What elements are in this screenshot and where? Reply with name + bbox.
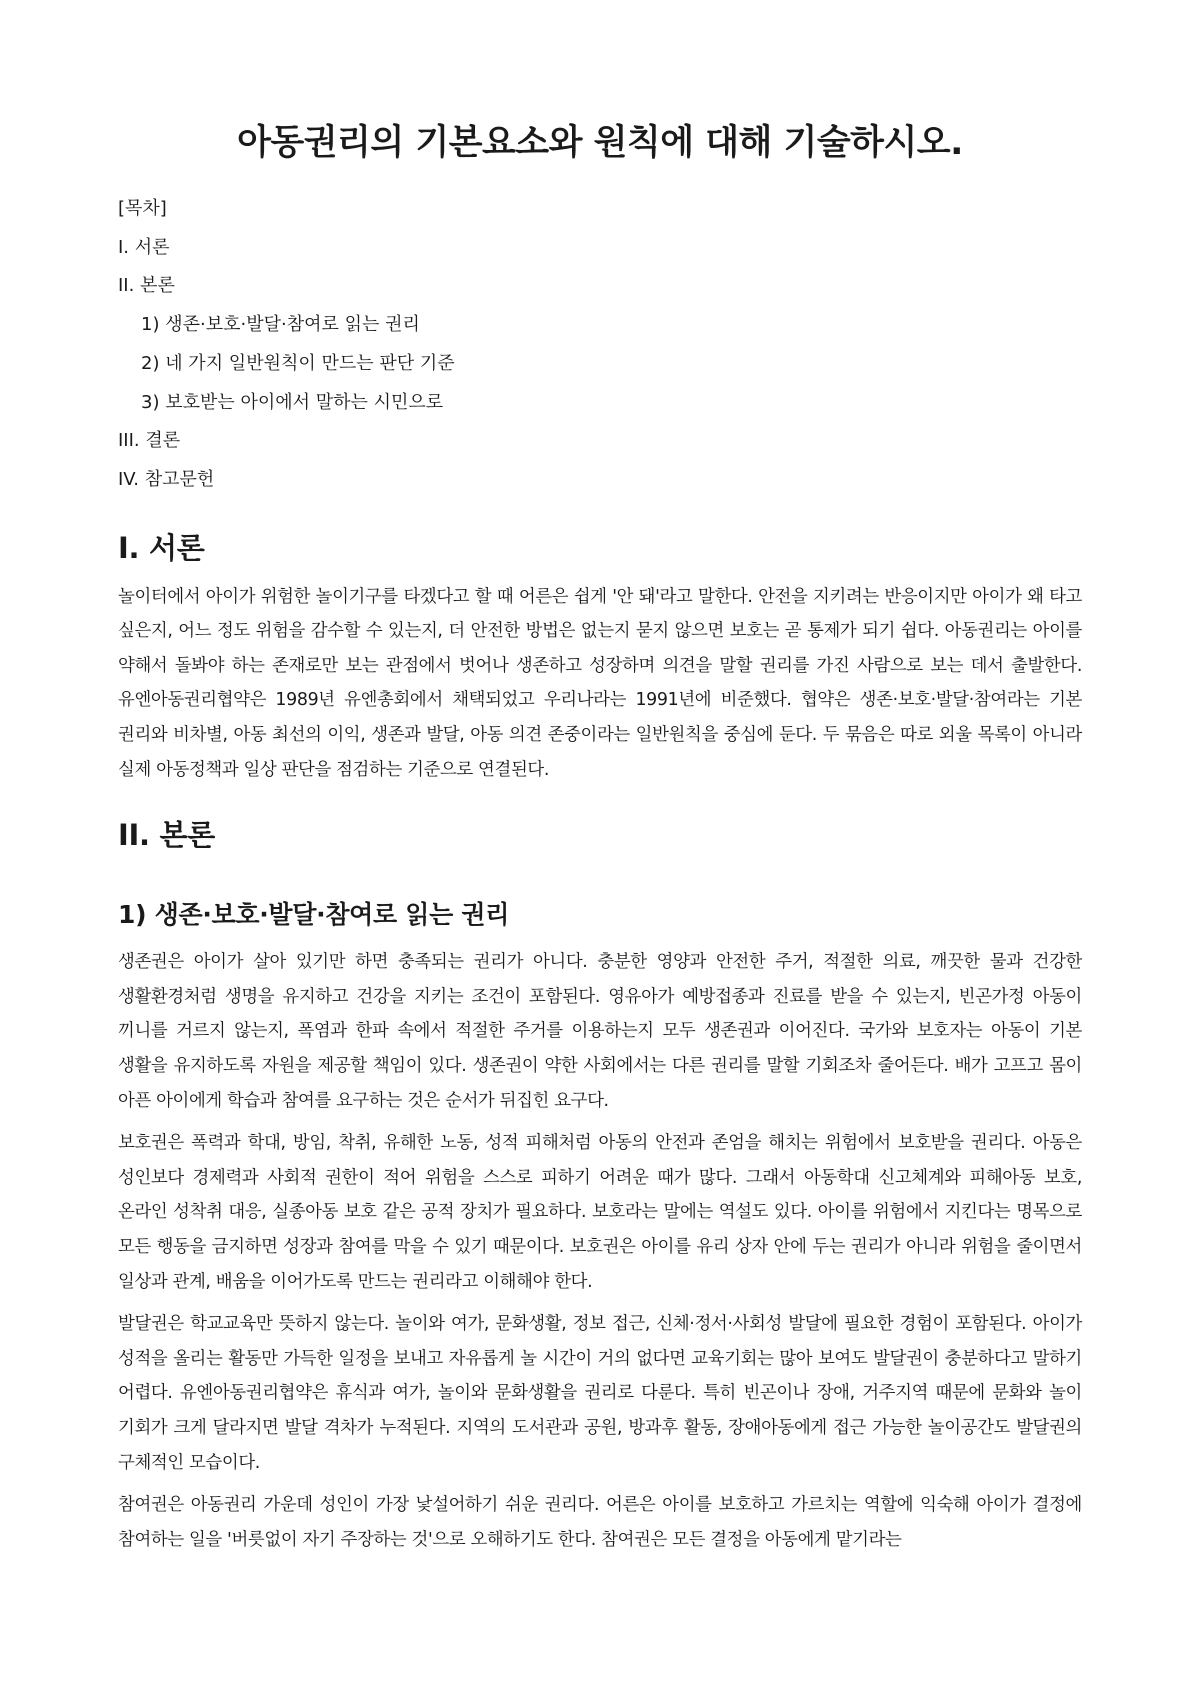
intro-paragraph: 놀이터에서 아이가 위험한 놀이기구를 타겠다고 할 때 어른은 쉽게 '안 돼'라고 말한다. 안전을 지키려는 반응이지만 아이가 왜 타고 싶은지, 어느 정도 위험을 감수할 수 있는지, 더 안전한 방법은 없는지 묻지 않으면 보호는 곧 통제가 되기 쉽다. 아동권리는 아이를 약해서 돌봐야 하는 존재로만 보는 관점에서 벗어나 생존하고 성장하며 의견을 말할 권리를 가진 사람으로 보는 데서 출발한다. 유엔아동권리협약은 1989년 유엔총회에서 채택되었고 우리나라는 1991년에 비준했다. 협약은 생존·보호·발달·참여라는 기본 권리와 비차별, 아동 최선의 이익, 생존과 발달, 아동 의견 존중이라는 일반원칙을 중심에 둔다. 두 묶음은 따로 외울 목록이 아니라 실제 아동정책과 일상 판단을 점검하는 기준으로 연결된다.	[118, 586, 1082, 780]
main-heading: II. 본론	[118, 818, 215, 853]
protection-rights-paragraph: 보호권은 폭력과 학대, 방임, 착취, 유해한 노동, 성적 피해처럼 아동의 안전과 존엄을 해치는 위험에서 보호받을 권리다. 아동은 성인보다 경제력과 사회적 권한이 적어 위험을 스스로 피하기 어려운 때가 많다. 그래서 아동학대 신고체계와 피해아동 보호, 온라인 성착취 대응, 실종아동 보호 같은 공적 장치가 필요하다. 보호라는 말에는 역설도 있다. 아이를 위험에서 지킨다는 명목으로 모든 행동을 금지하면 성장과 참여를 막을 수 있기 때문이다. 보호권은 아이를 유리 상자 안에 두는 권리가 아니라 위험을 줄이면서 일상과 관계, 배움을 이어가도록 만드는 권리라고 이해해야 한다.	[118, 1133, 1082, 1292]
toc-item-intro: I. 서론	[118, 236, 170, 258]
toc-label: [목차]	[118, 198, 167, 219]
development-rights-paragraph: 발달권은 학교교육만 뜻하지 않는다. 놀이와 여가, 문화생활, 정보 접근, 신체·정서·사회성 발달에 필요한 경험이 포함된다. 아이가 성적을 올리는 활동만 가득한 일정을 보내고 자유롭게 놀 시간이 거의 없다면 교육기회는 많아 보여도 발달권이 충분하다고 말하기 어렵다. 유엔아동권리협약은 휴식과 여가, 놀이와 문화생활을 권리로 다룬다. 특히 빈곤이나 장애, 거주지역 때문에 문화와 놀이 기회가 크게 달라지면 발달 격차가 누적된다. 지역의 도서관과 공원, 방과후 활동, 장애아동에게 접근 가능한 놀이공간도 발달권의 구체적인 모습이다.	[118, 1314, 1082, 1473]
toc-item-references: IV. 참고문헌	[118, 468, 215, 490]
participation-rights-paragraph: 참여권은 아동권리 가운데 성인이 가장 낯설어하기 쉬운 권리다. 어른은 아이를 보호하고 가르치는 역할에 익숙해 아이가 결정에 참여하는 일을 '버릇없이 자기 주장하는 것'으로 오해하기도 한다. 참여권은 모든 결정을 아동에게 맡기라는	[118, 1495, 1082, 1550]
toc-item-main: II. 본론	[118, 275, 175, 297]
table-of-contents	[118, 190, 1082, 500]
toc-item-sub1: 1) 생존·보호·발달·참여로 읽는 권리	[141, 314, 420, 336]
toc-item-sub2: 2) 네 가지 일반원칙이 만드는 판단 기준	[141, 352, 455, 374]
survival-rights-paragraph: 생존권은 아이가 살아 있기만 하면 충족되는 권리가 아니다. 충분한 영양과 안전한 주거, 적절한 의료, 깨끗한 물과 건강한 생활환경처럼 생명을 유지하고 건강을 지키는 조건이 포함된다. 영유아가 예방접종과 진료를 받을 수 있는지, 빈곤가정 아동이 끼니를 거르지 않는지, 폭염과 한파 속에서 적절한 주거를 이용하는지 모두 생존권과 이어진다. 국가와 보호자는 아동이 기본 생활을 유지하도록 자원을 제공할 책임이 있다. 생존권이 약한 사회에서는 다른 권리를 말할 기회조차 줄어든다. 배가 고프고 몸이 아픈 아이에게 학습과 참여를 요구하는 것은 순서가 뒤집힌 요구다.	[118, 952, 1082, 1111]
intro-heading: I. 서론	[118, 530, 205, 565]
toc-item-sub3: 3) 보호받는 아이에서 말하는 시민으로	[141, 391, 444, 413]
document-title: 아동권리의 기본요소와 원칙에 대해 기술하시오.	[237, 123, 963, 163]
subsection-1-heading: 1) 생존·보호·발달·참여로 읽는 권리	[118, 900, 510, 930]
toc-item-conclusion: III. 결론	[118, 430, 181, 452]
